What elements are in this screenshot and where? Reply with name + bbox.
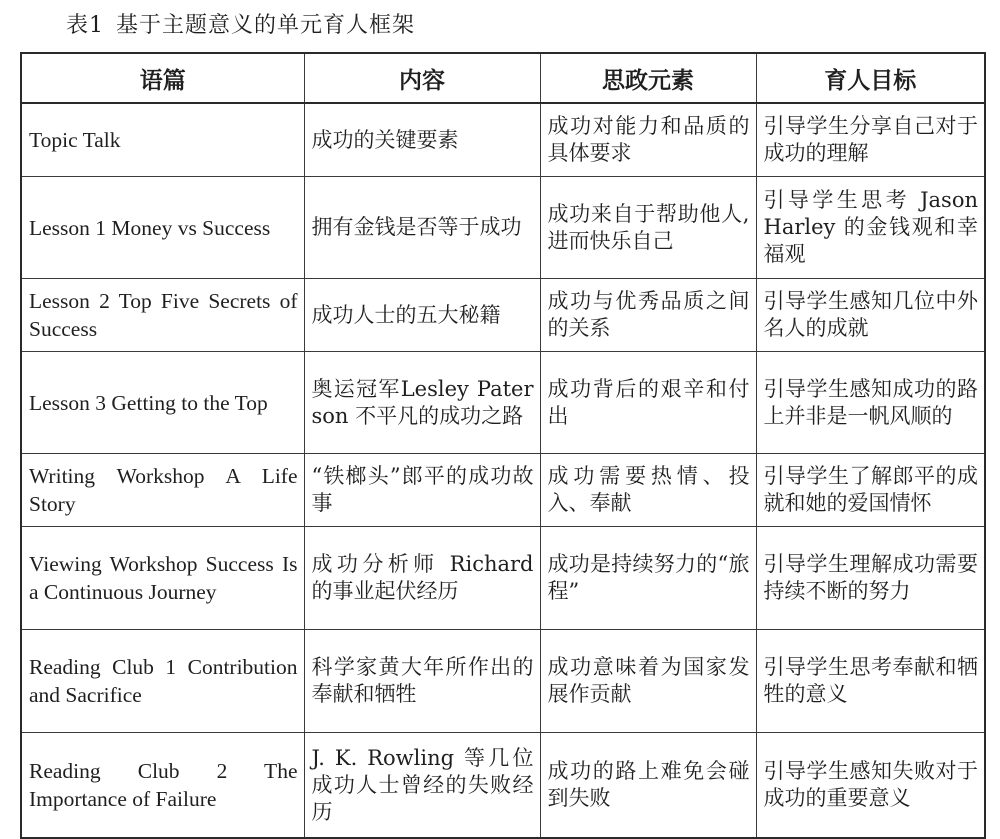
cell-content: 科学家黄大年所作出的奉献和牺牲 — [304, 630, 540, 733]
cell-text: Writing Workshop A Life Story — [21, 454, 304, 527]
cell-content: 成功人士的五大秘籍 — [304, 279, 540, 352]
table-row — [21, 630, 985, 733]
cell-text: Lesson 1 Money vs Success — [21, 177, 304, 279]
cell-content: J. K. Rowling 等几位成功人士曾经的失败经历 — [304, 733, 540, 839]
table-row — [21, 177, 985, 279]
header-education-goal: 育人目标 — [756, 53, 985, 103]
table-row — [21, 279, 985, 352]
table-row — [21, 103, 985, 177]
cell-education-goal: 引导学生思考 Jason Harley 的金钱观和幸福观 — [756, 177, 985, 279]
unit-framework-table — [20, 52, 986, 839]
cell-ideology-element: 成功与优秀品质之间的关系 — [540, 279, 756, 352]
cell-content: “铁榔头”郎平的成功故事 — [304, 454, 540, 527]
cell-ideology-element: 成功来自于帮助他人,进而快乐自己 — [540, 177, 756, 279]
header-content: 内容 — [304, 53, 540, 103]
cell-content: 拥有金钱是否等于成功 — [304, 177, 540, 279]
table-row — [21, 454, 985, 527]
cell-text: Lesson 2 Top Five Secrets of Success — [21, 279, 304, 352]
header-row — [21, 53, 985, 103]
cell-ideology-element: 成功对能力和品质的具体要求 — [540, 103, 756, 177]
cell-ideology-element: 成功背后的艰辛和付出 — [540, 352, 756, 454]
cell-education-goal: 引导学生感知成功的路上并非是一帆风顺的 — [756, 352, 985, 454]
cell-ideology-element: 成功意味着为国家发展作贡献 — [540, 630, 756, 733]
header-text: 语篇 — [21, 53, 304, 103]
cell-content: 成功的关键要素 — [304, 103, 540, 177]
cell-text: Reading Club 1 Contribution and Sacrifice — [21, 630, 304, 733]
cell-content: 成功分析师 Richard 的事业起伏经历 — [304, 527, 540, 630]
cell-education-goal: 引导学生感知几位中外名人的成就 — [756, 279, 985, 352]
cell-text: Lesson 3 Getting to the Top — [21, 352, 304, 454]
cell-text: Topic Talk — [21, 103, 304, 177]
table-row — [21, 352, 985, 454]
table-row — [21, 527, 985, 630]
table-row — [21, 733, 985, 839]
table-caption — [66, 8, 415, 39]
cell-education-goal: 引导学生分享自己对于成功的理解 — [756, 103, 985, 177]
cell-education-goal: 引导学生思考奉献和牺牲的意义 — [756, 630, 985, 733]
table-number: 表1 — [66, 13, 104, 38]
cell-ideology-element: 成功需要热情、投入、奉献 — [540, 454, 756, 527]
cell-education-goal: 引导学生了解郎平的成就和她的爱国情怀 — [756, 454, 985, 527]
header-ideology-element: 思政元素 — [540, 53, 756, 103]
cell-text: Viewing Workshop Success Is a Continuous Journey — [21, 527, 304, 630]
cell-ideology-element: 成功是持续努力的“旅程” — [540, 527, 756, 630]
cell-education-goal: 引导学生理解成功需要持续不断的努力 — [756, 527, 985, 630]
cell-content: 奥运冠军Lesley Paterson 不平凡的成功之路 — [304, 352, 540, 454]
cell-ideology-element: 成功的路上难免会碰到失败 — [540, 733, 756, 839]
table-title: 基于主题意义的单元育人框架 — [116, 13, 416, 38]
cell-education-goal: 引导学生感知失败对于成功的重要意义 — [756, 733, 985, 839]
cell-text: Reading Club 2 The Importance of Failure — [21, 733, 304, 839]
